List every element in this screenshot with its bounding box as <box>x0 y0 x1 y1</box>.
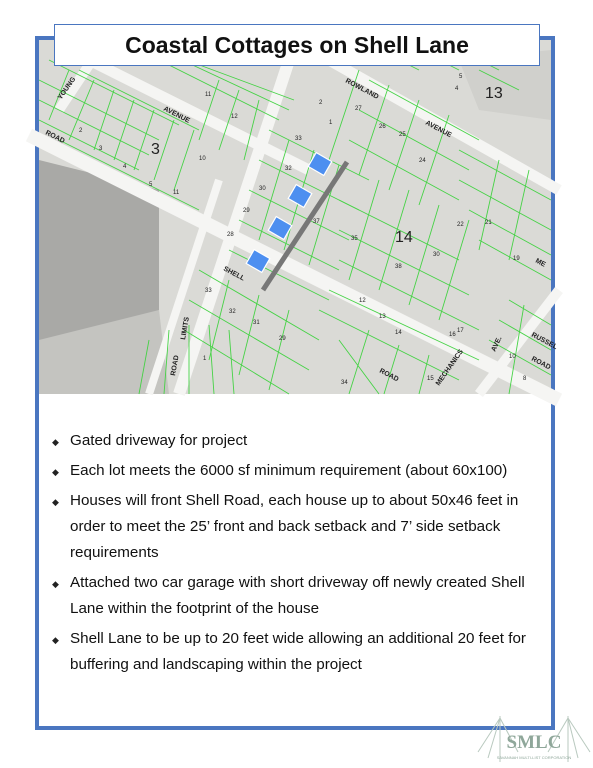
svg-text:30: 30 <box>433 252 440 258</box>
svg-text:34: 34 <box>341 380 348 386</box>
svg-text:12: 12 <box>231 114 238 120</box>
svg-text:16: 16 <box>449 332 456 338</box>
svg-text:28: 28 <box>227 232 234 238</box>
street-label-limits-road: ROAD <box>170 354 181 377</box>
title-banner <box>54 24 540 66</box>
svg-text:4: 4 <box>455 86 459 92</box>
bullet-icon: ◆ <box>52 437 59 447</box>
svg-text:26: 26 <box>379 124 386 130</box>
svg-text:1: 1 <box>203 356 207 362</box>
svg-text:25: 25 <box>399 132 406 138</box>
svg-text:11: 11 <box>173 190 180 196</box>
street-label-road-west: ROAD <box>44 129 66 146</box>
svg-text:31: 31 <box>253 320 260 326</box>
svg-text:21: 21 <box>485 220 492 226</box>
svg-text:33: 33 <box>205 288 212 294</box>
street-label-russel: RUSSEL <box>530 331 559 352</box>
smlc-logo <box>478 712 590 768</box>
svg-text:4: 4 <box>123 164 127 170</box>
svg-text:33: 33 <box>295 136 302 142</box>
svg-text:15: 15 <box>427 376 434 382</box>
bullet-icon: ◆ <box>52 467 59 477</box>
svg-text:2: 2 <box>79 128 83 134</box>
svg-text:35: 35 <box>351 236 358 242</box>
parcel-map-svg <box>39 40 559 394</box>
svg-text:10: 10 <box>509 354 516 360</box>
svg-text:22: 22 <box>457 222 464 228</box>
area-number-3: 3 <box>151 141 160 158</box>
svg-text:32: 32 <box>285 166 292 172</box>
feature-item-gated-driveway: ◆ Gated driveway for project <box>52 428 542 454</box>
svg-text:29: 29 <box>279 336 286 342</box>
svg-text:5: 5 <box>459 74 463 80</box>
street-label-shell-road: ROAD <box>378 367 400 384</box>
svg-text:14: 14 <box>395 330 402 336</box>
bullet-icon: ◆ <box>52 579 59 589</box>
svg-text:30: 30 <box>259 186 266 192</box>
logo-text: SMLC <box>506 732 562 753</box>
svg-text:32: 32 <box>229 309 236 315</box>
bullet-icon: ◆ <box>52 497 59 507</box>
street-label-mechanics: MECHANICS <box>434 348 465 388</box>
svg-text:10: 10 <box>199 156 206 162</box>
street-label-young-avenue: AVENUE <box>162 105 191 125</box>
svg-text:5: 5 <box>149 182 153 188</box>
svg-text:11: 11 <box>205 92 212 98</box>
svg-text:12: 12 <box>359 298 366 304</box>
feature-list <box>52 428 542 682</box>
svg-text:3: 3 <box>99 146 103 152</box>
svg-text:37: 37 <box>313 219 320 225</box>
svg-text:27: 27 <box>355 106 362 112</box>
parcel-map <box>39 40 559 394</box>
street-label-ave: AVE. <box>490 335 504 353</box>
feature-item-lane-width: ◆ Shell Lane to be up to 20 feet wide allowing an additional 20 feet for buffering and landscaping within the project <box>52 626 542 678</box>
street-label-rowland: ROWLAND <box>344 77 380 101</box>
svg-text:29: 29 <box>243 208 250 214</box>
svg-text:19: 19 <box>513 256 520 262</box>
svg-text:2: 2 <box>319 100 323 106</box>
street-label-me: ME <box>534 257 547 269</box>
street-label-young: YOUNG <box>56 76 78 102</box>
area-number-14: 14 <box>395 229 413 246</box>
street-label-russel-road: ROAD <box>530 355 552 372</box>
bullet-icon: ◆ <box>52 635 59 645</box>
svg-text:8: 8 <box>523 376 527 382</box>
feature-item-lot-size: ◆ Each lot meets the 6000 sf minimum requirement (about 60x100) <box>52 458 542 484</box>
svg-text:24: 24 <box>419 158 426 164</box>
street-label-limits: LIMITS <box>180 316 191 341</box>
feature-item-house-size: ◆ Houses will front Shell Road, each house up to about 50x46 feet in order to meet the 25’ front and back setback and 7’ side setback requirements <box>52 488 542 566</box>
page-title: Coastal Cottages on Shell Lane <box>125 31 469 58</box>
street-label-shell: SHELL <box>222 265 246 283</box>
svg-text:1: 1 <box>329 120 333 126</box>
svg-text:17: 17 <box>457 328 464 334</box>
feature-item-garage: ◆ Attached two car garage with short driveway off newly created Shell Lane within the footprint of the house <box>52 570 542 622</box>
svg-text:38: 38 <box>395 264 402 270</box>
area-number-13: 13 <box>485 85 503 102</box>
svg-text:13: 13 <box>379 314 386 320</box>
street-label-rowland-avenue: AVENUE <box>424 119 453 140</box>
logo-subtext: SAVANNAH MULTI-LIST CORPORATION <box>496 755 572 760</box>
